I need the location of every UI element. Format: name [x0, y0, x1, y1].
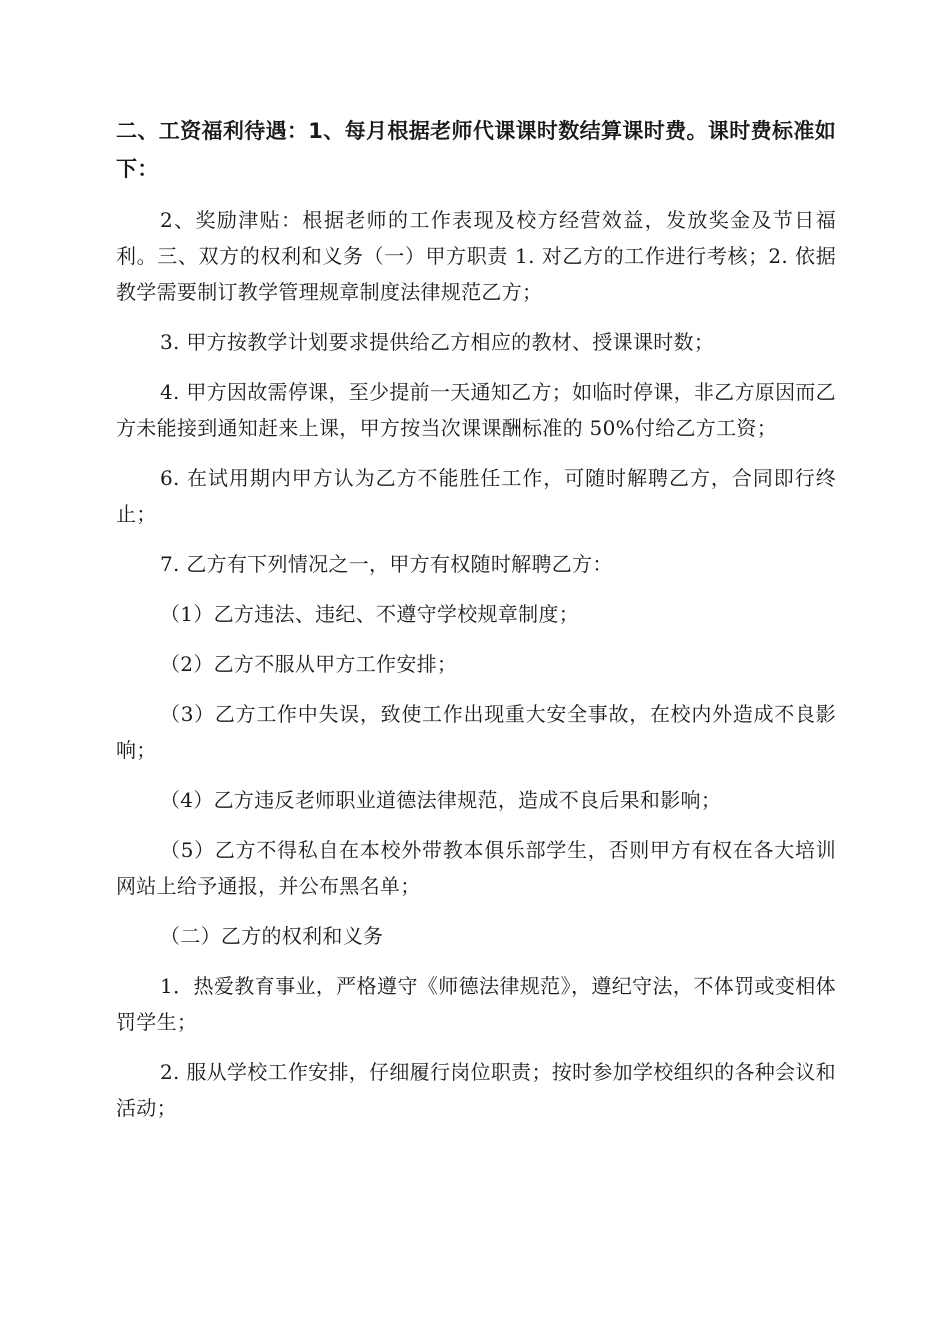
document-body	[116, 112, 836, 1126]
list-item-condition-5: （5）乙方不得私自在本校外带教本俱乐部学生，否则甲方有权在各大培训网站上给予通报，并公布黑名单；	[116, 838, 836, 898]
list-item-condition-4: （4）乙方违反老师职业道德法律规范，造成不良后果和影响；	[160, 788, 722, 812]
paragraph-teaching-materials: 3. 甲方按教学计划要求提供给乙方相应的教材、授课课时数；	[160, 330, 715, 354]
paragraph-dismissal-conditions: 7. 乙方有下列情况之一，甲方有权随时解聘乙方：	[160, 552, 613, 576]
section-heading-salary: 二、工资福利待遇：1、每月根据老师代课课时数结算课时费。课时费标准如下：	[116, 119, 836, 181]
paragraph-obey-arrangements: 2. 服从学校工作安排，仔细履行岗位职责；按时参加学校组织的各种会议和活动；	[116, 1060, 836, 1120]
paragraph-probation: 6. 在试用期内甲方认为乙方不能胜任工作，可随时解聘乙方，合同即行终止；	[116, 466, 836, 526]
list-item-condition-3: （3）乙方工作中失误，致使工作出现重大安全事故，在校内外造成不良影响；	[116, 702, 836, 762]
subheading-party-b-rights: （二）乙方的权利和义务	[160, 924, 384, 948]
paragraph-class-suspension: 4. 甲方因故需停课，至少提前一天通知乙方；如临时停课，非乙方原因而乙方未能接到通知赶来上课，甲方按当次课课酬标准的 50%付给乙方工资；	[116, 380, 836, 440]
list-item-condition-1: （1）乙方违法、违纪、不遵守学校规章制度；	[160, 602, 580, 626]
paragraph-love-education: 1．热爱教育事业，严格遵守《师德法律规范》，遵纪守法，不体罚或变相体罚学生；	[116, 974, 836, 1034]
paragraph-allowance-and-duties: 2、奖励津贴：根据老师的工作表现及校方经营效益，发放奖金及节日福利。三、双方的权利和义务（一）甲方职责 1. 对乙方的工作进行考核；2. 依据教学需要制订教学管理规章制度法律规范乙方；	[116, 208, 836, 304]
list-item-condition-2: （2）乙方不服从甲方工作安排；	[160, 652, 458, 676]
